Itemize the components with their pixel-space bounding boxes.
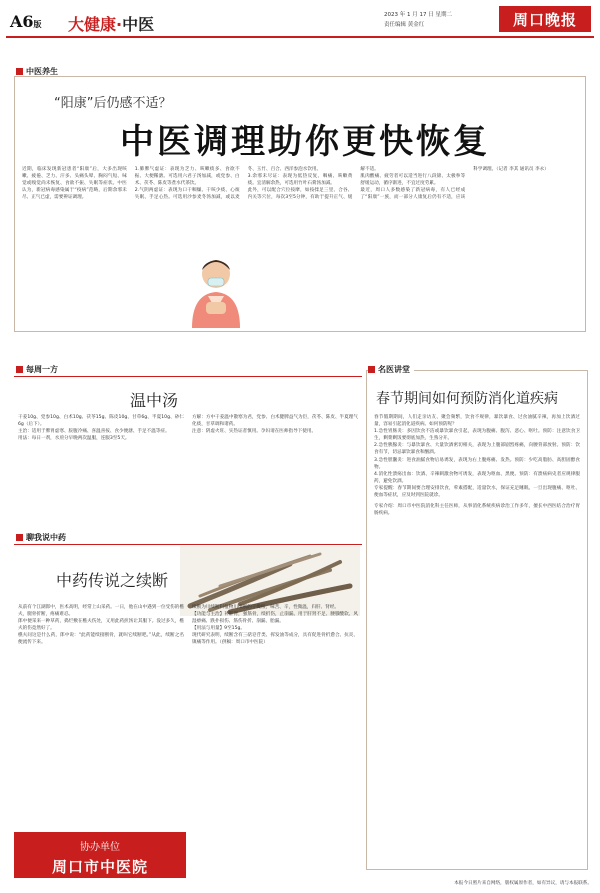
- masthead: [6, 6, 594, 36]
- article-body-3: [374, 414, 580, 816]
- lecture-title: 春节期间如何预防消化道疾病: [376, 391, 558, 407]
- paragraph: 【用法与用量】9至15g。: [192, 626, 246, 632]
- paragraph: 此外，可以配合穴位按摩，如按揉足三里、合谷、内关等穴位，每次3至5分钟，有助于提升正气、缓解不适。: [247, 167, 379, 201]
- paragraph: 肌肉酸痛、疲劳者可以适当进行八段锦、太极拳等舒缓运动，循序渐进，不宜过度劳累。: [360, 174, 466, 187]
- paragraph: 从前有个江湖郎中，医术高明，经常上山采药。一日，他在山中遇到一位受伤的樵夫，腿骨折断，疼痛难忍。: [18, 605, 184, 618]
- paragraph: 郎中便采来一种草药，捣烂敷在樵夫伤处，又用此药煎汤让其服下。没过多久，樵夫的伤竟然好了。: [18, 619, 184, 632]
- recipe-title: 温中汤: [130, 391, 179, 410]
- paragraph: 用法：每日一剂，水煎分早晚两次温服，连服3至5天。: [18, 436, 130, 442]
- footer-note: 本报今日照片来自网络，版权属原作者，如有异议，请与本报联系。: [454, 881, 592, 886]
- paragraph: 樵夫问这是什么药，郎中说：“此药能续接断骨，就叫它续断吧。”从此，续断之名便流传下来。: [18, 633, 184, 646]
- masthead-rule: [6, 36, 594, 38]
- paragraph: 注意：阴虚火旺、实热证者慎用。孕妇请在医师指导下使用。: [192, 429, 317, 435]
- paragraph: 干姜10g、党参10g、白术10g、茯苓15g、陈皮10g、甘草6g、半夏10g、砂仁6g（后下）。: [18, 415, 184, 428]
- paper-logo: 周口晚报: [499, 6, 591, 32]
- tag-marker-icon: [16, 534, 23, 541]
- paragraph: 近期，临床发现新冠患者“阳康”后，大多出现咳嗽、疲倦、乏力、汗多、头痛头晕、胸闷气短、味觉或嗅觉尚未恢复、食欲不振、失眠等症状。中医认为，新冠病毒感染属于“疫病”范畴，后期余邪未尽、正气已虚，需要辨证调理。: [22, 167, 127, 201]
- paragraph: 方解：方中干姜温中散寒为君，党参、白术健脾益气为臣，茯苓、陈皮、半夏理气化痰，甘草调和诸药。: [192, 415, 358, 428]
- paragraph: 续断为川续断科植物川续断的干燥根，味苦、辛，性微温，归肝、肾经。: [192, 605, 340, 610]
- paragraph: 3.急性胆囊炎：进食油腻食物后易诱发，表现为右上腹疼痛、发热。预防：少吃高脂肪、高胆固醇食物。: [374, 457, 580, 470]
- section-tag-4: 聊我说中药: [16, 532, 66, 543]
- paragraph: 春节假期期间，人们走亲访友、聚会频繁，饮食不规律，暴饮暴食、过食油腻辛辣，再加上饮酒过量，容易引起消化道疾病。如何预防呢？: [374, 415, 580, 428]
- paragraph: 3.余邪未尽证：表现为低热反复、咽痛、咳嗽黄痰。宜清解余热，可选用竹叶石膏汤加减。: [247, 174, 353, 187]
- paragraph: 1.肺脾气虚证：表现为乏力、咳嗽痰多、食欲不振、大便稀溏。可选用六君子汤加减，或党参、白术、茯苓、陈皮等煮水代茶饮。: [134, 167, 240, 187]
- article-body-2: [18, 414, 358, 522]
- issue-date: 2023 年 1 月 17 日 星期二: [384, 12, 452, 18]
- paragraph: 主治：适用于脾胃虚寒、脘腹冷痛、喜温喜按、食少便溏、手足不温等症。: [18, 429, 170, 435]
- paragraph: 专家提醒：春节期间要合理安排饮食，荤素搭配，适量饮水，保证充足睡眠。一旦出现腹痛、呕吐、便血等症状，应及时到医院就诊。: [374, 485, 580, 499]
- article-kicker: “阳康”后仍感不适？: [54, 96, 172, 111]
- article-body-4: [18, 604, 358, 832]
- article-headline: 中医调理助你更快恢复: [120, 122, 490, 162]
- paragraph: 最近，周口人多数感染了新冠病毒，有人已经成了“阳康”一族，而一部分人康复后仍有不适，应该科学调理。（记者 李其 通讯员 李永）: [360, 167, 549, 201]
- section-rule-2: [14, 376, 362, 377]
- masthead-meta: [384, 10, 452, 30]
- article-body-1: [22, 166, 578, 328]
- paragraph: 2.气阴两虚证：表现为口干咽燥、干咳少痰、心烦失眠、手足心热。可选用沙参麦冬汤加减，或以麦冬、玉竹、百合、西洋参泡水饮用。: [134, 167, 322, 201]
- page-number: A6版: [10, 12, 42, 31]
- tag-marker-icon: [16, 366, 23, 373]
- tag-marker-icon: [16, 68, 23, 75]
- story-title: 中药传说之续断: [56, 571, 169, 590]
- paragraph: 2.急性胰腺炎：与暴饮暴食、大量饮酒密切相关，表现为上腹部剧烈疼痛，向腰背部放射。预防：饮食有节，切忌暴饮暴食和酗酒。: [374, 443, 580, 456]
- paragraph: 【功能与主治】补肝肾，强筋骨，续折伤，止崩漏。用于肝肾不足、腰膝酸软、风湿痹痛、跌扑损伤、筋伤骨折、崩漏、胎漏。: [192, 612, 358, 625]
- section-rule-4: [14, 544, 362, 545]
- paragraph: 1.急性胃肠炎：多因饮食不洁或暴饮暴食引起，表现为腹痛、腹泻、恶心、呕吐。预防：注意饮食卫生，剩菜剩饭要彻底加热，生熟分开。: [374, 429, 580, 442]
- sick-person-illustration: [178, 256, 254, 328]
- paragraph: 4.消化性溃疡出血：饮酒、辛辣刺激食物可诱发，表现为呕血、黑便。预防：有溃疡病史者应规律服药，避免饮酒。: [374, 471, 580, 484]
- sponsor-box: [14, 832, 186, 878]
- editor-credit: 责任编辑 黄金红: [384, 22, 425, 28]
- section-tag-1: 中医养生: [16, 66, 58, 77]
- sponsor-label: 协办单位: [80, 842, 120, 853]
- section-tag-2: 每周一方: [16, 364, 58, 375]
- sponsor-name: 周口市中医院: [51, 858, 148, 876]
- paragraph: 现代研究表明，续断含有三萜皂苷类、挥发油等成分，具有促进骨折愈合、抗炎、镇痛等作用。（供稿：周口市中医院）: [192, 633, 358, 646]
- section-tag-3: 名医讲堂: [368, 364, 414, 375]
- expert-bio: 专家介绍：周口市中医院消化科主任医师，从事消化系统疾病诊治工作多年，擅长中西医结合治疗胃肠疾病。: [374, 504, 580, 517]
- section-title: 大健康·中医: [68, 15, 155, 34]
- tag-marker-icon: [368, 366, 375, 373]
